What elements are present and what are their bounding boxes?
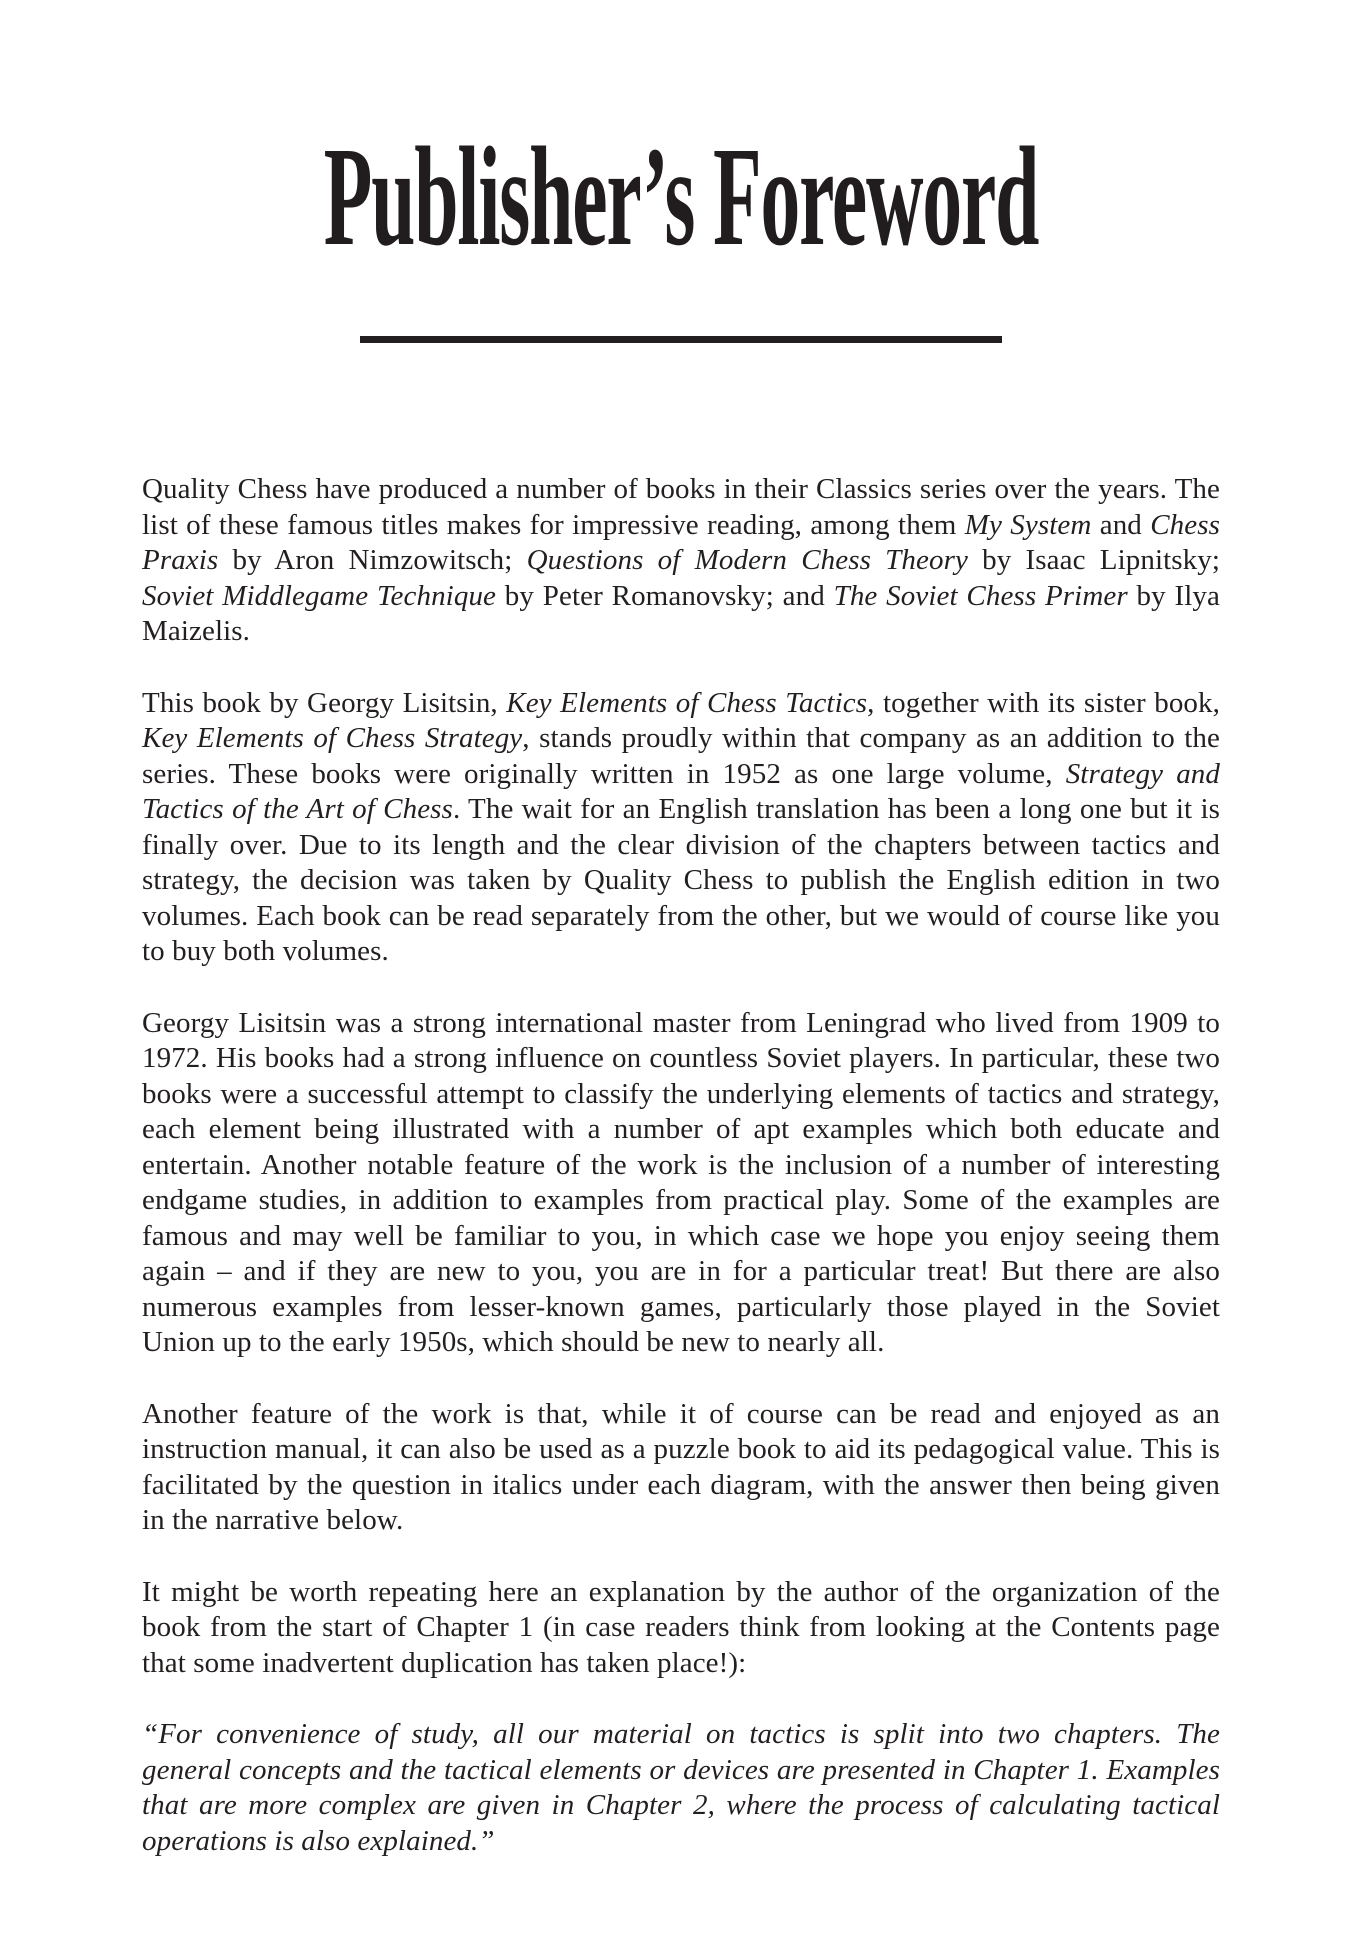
page-title: Publisher’s Foreword [323, 117, 1039, 275]
foreword-text [142, 472, 1220, 1859]
title-divider-rule [360, 336, 1002, 343]
body-paragraph-2: This book by Georgy Lisitsin, Key Elements of Chess Tactics, together with its sister book, Key Elements of Chess Strategy, stands proudly within that company as an addition to the series. These books were originally written in 1952 as one large volume, Strategy and Tactics of the Art of Chess. The wait for an English translation has been a long one but it is finally over. Due to its length and the clear division of the chapters between tactics and strategy, the decision was taken by Quality Chess to publish the English edition in two volumes. Each book can be read separately from the other, but we would of course like you to buy both volumes. [142, 686, 1220, 967]
title-block [0, 118, 1362, 274]
body-paragraph-5: It might be worth repeating here an explanation by the author of the organization of the book from the start of Chapter 1 (in case readers think from looking at the Contents page that some inadvertent duplication has taken place!): [142, 1575, 1220, 1679]
body-paragraph-1: Quality Chess have produced a number of books in their Classics series over the years. The list of these famous titles makes for impressive reading, among them My System and Chess Praxis by Aron Nimzowitsch; Questions of Modern Chess Theory by Isaac Lipnitsky; Soviet Middlegame Technique by Peter Romanovsky; and The Soviet Chess Primer by Ilya Maizelis. [142, 473, 1220, 647]
author-quote-paragraph: “For convenience of study, all our material on tactics is split into two chapters. The general concepts and the tactical elements or devices are presented in Chapter 1. Examples that are more complex are given in Chapter 2, where the process of calculating tactical operations is also explained.” [142, 1718, 1220, 1857]
body-paragraph-3: Georgy Lisitsin was a strong international master from Leningrad who lived from 1909 to 1972. His books had a strong influence on countless Soviet players. In particular, these two books were a successful attempt to classify the underlying elements of tactics and strategy, each element being illustrated with a number of apt examples which both educate and entertain. Another notable feature of the work is the inclusion of a number of interesting endgame studies, in addition to examples from practical play. Some of the examples are famous and may well be familiar to you, in which case we hope you enjoy seeing them again – and if they are new to you, you are in for a particular treat! But there are also numerous examples from lesser-known games, particularly those played in the Soviet Union up to the early 1950s, which should be new to nearly all. [142, 1006, 1220, 1358]
body-paragraph-4: Another feature of the work is that, while it of course can be read and enjoyed as an instruction manual, it can also be used as a puzzle book to aid its pedagogical value. This is facilitated by the question in italics under each diagram, with the answer then being given in the narrative below. [142, 1397, 1220, 1536]
